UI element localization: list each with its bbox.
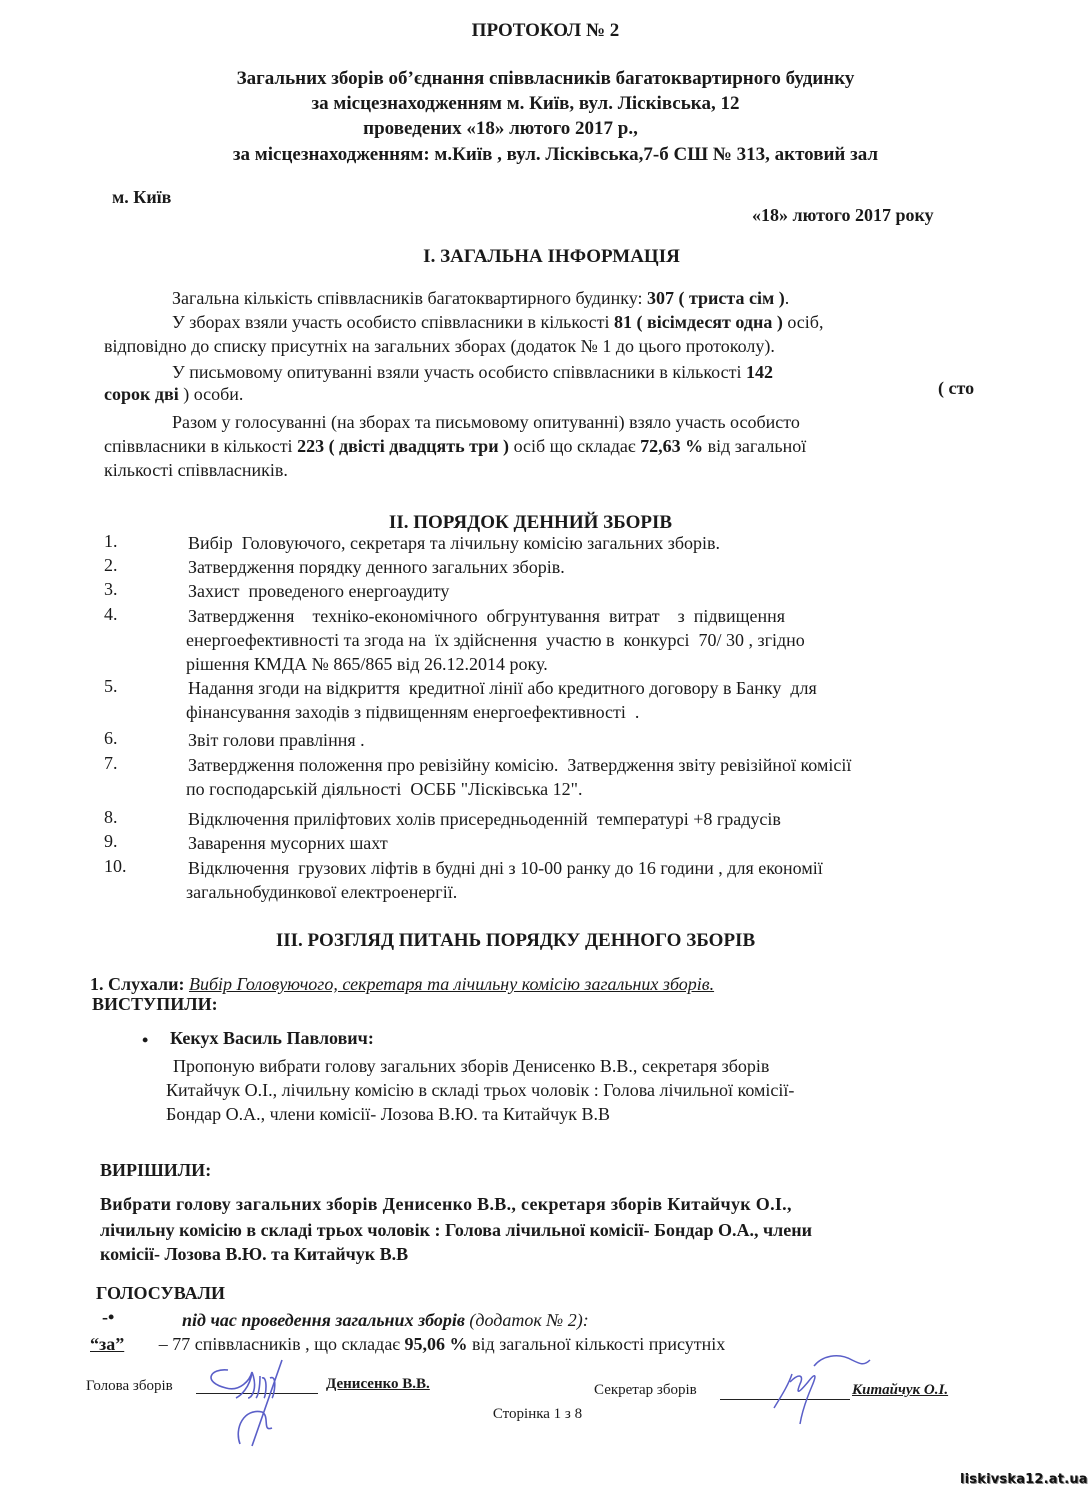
agenda-item-text: фінансування заходів з підвищенням енергоефективності . bbox=[186, 702, 640, 722]
agenda-item-number: 4. bbox=[104, 604, 118, 624]
spoke-label: ВИСТУПИЛИ: bbox=[92, 994, 218, 1014]
written-poll-words-b: сорок дві bbox=[104, 384, 179, 404]
decided-line-2: лічильну комісію в складі трьох чоловік : Голова лічильної комісії- Бондар О.А., члени bbox=[100, 1220, 813, 1240]
total-owners-number: 307 bbox=[646, 288, 674, 308]
agenda-item-text: Відключення приліфтових холів присередньоденній температурі +8 градусів bbox=[188, 809, 781, 829]
decided-label: ВИРІШИЛИ: bbox=[100, 1160, 212, 1180]
heard-line bbox=[90, 974, 714, 995]
text: Загальна кількість співвласників багатоквартирного будинку: bbox=[172, 288, 647, 308]
text: ) особи. bbox=[178, 384, 244, 404]
paragraph-total-voting: Разом у голосуванні (на зборах та письмовому опитуванні) взяло участь особисто bbox=[172, 412, 800, 432]
text: осіб що складає bbox=[509, 436, 641, 456]
written-poll-words-a: ( сто bbox=[938, 378, 975, 398]
agenda-item-number: 7. bbox=[104, 753, 118, 773]
vote-for-percent: 95,06 % bbox=[404, 1334, 468, 1354]
paragraph-total-voting-line2 bbox=[104, 436, 806, 457]
document-title: ПРОТОКОЛ № 2 bbox=[471, 20, 620, 41]
paragraph-total-voting-line3: кількості співвласників. bbox=[104, 460, 288, 480]
secretary-label: Секретар зборів bbox=[594, 1382, 697, 1398]
voted-sub-text: під час проведення загальних зборів bbox=[182, 1310, 465, 1330]
agenda-item-number: 1. bbox=[104, 531, 118, 551]
agenda-item-number: 8. bbox=[104, 807, 118, 827]
text: від загальної bbox=[703, 436, 807, 456]
subtitle-line-3: проведених «18» лютого 2017 р., bbox=[363, 118, 638, 139]
agenda-item-text: по господарській діяльності ОСББ "Лісківська 12". bbox=[186, 779, 583, 799]
chair-label: Голова зборів bbox=[86, 1378, 173, 1394]
agenda-item-text: Вибір Головуючого, секретаря та лічильну комісію загальних зборів. bbox=[188, 533, 721, 553]
vote-for-line bbox=[90, 1334, 725, 1355]
secretary-name: Китайчук О.І. bbox=[852, 1382, 949, 1398]
agenda-item-text: загальнобудинкової електроенергії. bbox=[186, 882, 458, 902]
vote-for-text: – 77 співвласників , що складає bbox=[154, 1334, 405, 1354]
decided-line-3: комісії- Лозова В.Ю. та Китайчук В.В bbox=[100, 1244, 409, 1264]
agenda-item-text: Затвердження положення про ревізійну комісію. Затвердження звіту ревізійної комісії bbox=[188, 755, 852, 775]
total-owners-words: ( триста сім ) bbox=[678, 288, 785, 308]
agenda-item-text: Захист проведеного енергоаудиту bbox=[188, 581, 450, 601]
subtitle-line-2: за місцезнаходженням м. Київ, вул. Лісківська, 12 bbox=[311, 93, 740, 114]
section-2-heading: ІІ. ПОРЯДОК ДЕННИЙ ЗБОРІВ bbox=[388, 512, 673, 533]
agenda-item-number: 5. bbox=[104, 676, 118, 696]
voted-label: ГОЛОСУВАЛИ bbox=[96, 1283, 225, 1303]
watermark-text: liskivska12.at.ua bbox=[960, 1472, 1088, 1487]
agenda-item-number: 3. bbox=[104, 579, 118, 599]
vote-for-tail: від загальної кількості присутніх bbox=[467, 1334, 726, 1354]
text: . bbox=[784, 288, 790, 308]
agenda-item-text: Відключення грузових ліфтів в будні дні з 10-00 ранку до 16 години , для економії bbox=[188, 858, 823, 878]
agenda-item-number: 6. bbox=[104, 728, 118, 748]
page-number: Сторінка 1 з 8 bbox=[492, 1406, 583, 1422]
agenda-item-text: Затвердження порядку денного загальних зборів. bbox=[188, 557, 565, 577]
heard-topic: Вибір Головуючого, секретаря та лічильну комісію загальних зборів. bbox=[188, 974, 715, 994]
paragraph-present-owners-line2: відповідно до списку присутніх на загальних зборах (додаток № 1 до цього протоколу). bbox=[104, 336, 775, 356]
voted-sub-tail: (додаток № 2): bbox=[464, 1310, 589, 1330]
bullet-icon: • bbox=[142, 1030, 149, 1050]
subtitle-line-1: Загальних зборів об’єднання співвласників багатоквартирного будинку bbox=[236, 68, 855, 89]
subtitle-line-4: за місцезнаходженням: м.Київ , вул. Лісківська,7-б СШ № 313, актовий зал bbox=[232, 144, 879, 165]
voted-sub bbox=[182, 1310, 589, 1331]
heard-label: 1. Слухали: bbox=[90, 974, 185, 994]
paragraph-total-owners bbox=[172, 288, 789, 309]
text: У письмовому опитуванні взяли участь особисто співвласники в кількості bbox=[172, 362, 746, 382]
agenda-item-text: Надання згоди на відкриття кредитної лінії або кредитного договору в Банку для bbox=[188, 678, 817, 698]
section-1-heading: І. ЗАГАЛЬНА ІНФОРМАЦІЯ bbox=[423, 246, 680, 267]
vote-for-label: “за” bbox=[90, 1334, 125, 1354]
paragraph-present-owners bbox=[172, 312, 823, 333]
agenda-item-number: 10. bbox=[104, 856, 127, 876]
dash-bullet-icon: -• bbox=[102, 1307, 115, 1327]
speech-line-1: Пропоную вибрати голову загальних зборів Денисенко В.В., секретаря зборів bbox=[173, 1056, 770, 1076]
text: У зборах взяли участь особисто співвласники в кількості bbox=[172, 312, 615, 332]
document-date: «18» лютого 2017 року bbox=[752, 205, 934, 225]
paragraph-written-poll-line2 bbox=[104, 384, 243, 405]
present-owners-words: ( вісімдесят одна ) bbox=[636, 312, 783, 332]
total-voting-percent: 72,63 % bbox=[640, 436, 704, 456]
total-voting-words: ( двісті двадцять три ) bbox=[328, 436, 510, 456]
agenda-item-number: 9. bbox=[104, 831, 118, 851]
agenda-item-number: 2. bbox=[104, 555, 118, 575]
text: осіб, bbox=[782, 312, 824, 332]
agenda-item-text: рішення КМДА № 865/865 від 26.12.2014 року. bbox=[186, 654, 548, 674]
agenda-item-text: енергоефективності та згода на їх здійснення участю в конкурсі 70/ 30 , згідно bbox=[186, 630, 805, 650]
speech-line-2: Китайчук О.І., лічильну комісію в складі трьох чоловік : Голова лічильної комісії- bbox=[166, 1080, 795, 1100]
agenda-item-text: Заварення мусорних шахт bbox=[188, 833, 388, 853]
chair-signature-icon bbox=[200, 1358, 320, 1448]
text: співвласники в кількості bbox=[104, 436, 298, 456]
speech-line-3: Бондар О.А., члени комісії- Лозова В.Ю. та Китайчук В.В bbox=[166, 1104, 611, 1124]
chair-name: Денисенко В.В. bbox=[326, 1376, 430, 1392]
present-owners-number: 81 bbox=[614, 312, 633, 332]
section-3-heading: ІІІ. РОЗГЛЯД ПИТАНЬ ПОРЯДКУ ДЕННОГО ЗБОРІВ bbox=[275, 930, 756, 951]
city: м. Київ bbox=[112, 187, 172, 207]
decided-line-1: Вибрати голову загальних зборів Денисенко В.В., секретаря зборів Китайчук О.І., bbox=[100, 1194, 792, 1214]
paragraph-written-poll bbox=[172, 362, 773, 383]
total-voting-number: 223 bbox=[297, 436, 325, 456]
written-poll-number: 142 bbox=[745, 362, 773, 382]
agenda-item-text: Звіт голови правління . bbox=[188, 730, 365, 750]
agenda-item-text: Затвердження техніко-економічного обгрунтування витрат з підвищення bbox=[188, 606, 786, 626]
speaker-name: Кекух Василь Павлович: bbox=[170, 1028, 374, 1048]
